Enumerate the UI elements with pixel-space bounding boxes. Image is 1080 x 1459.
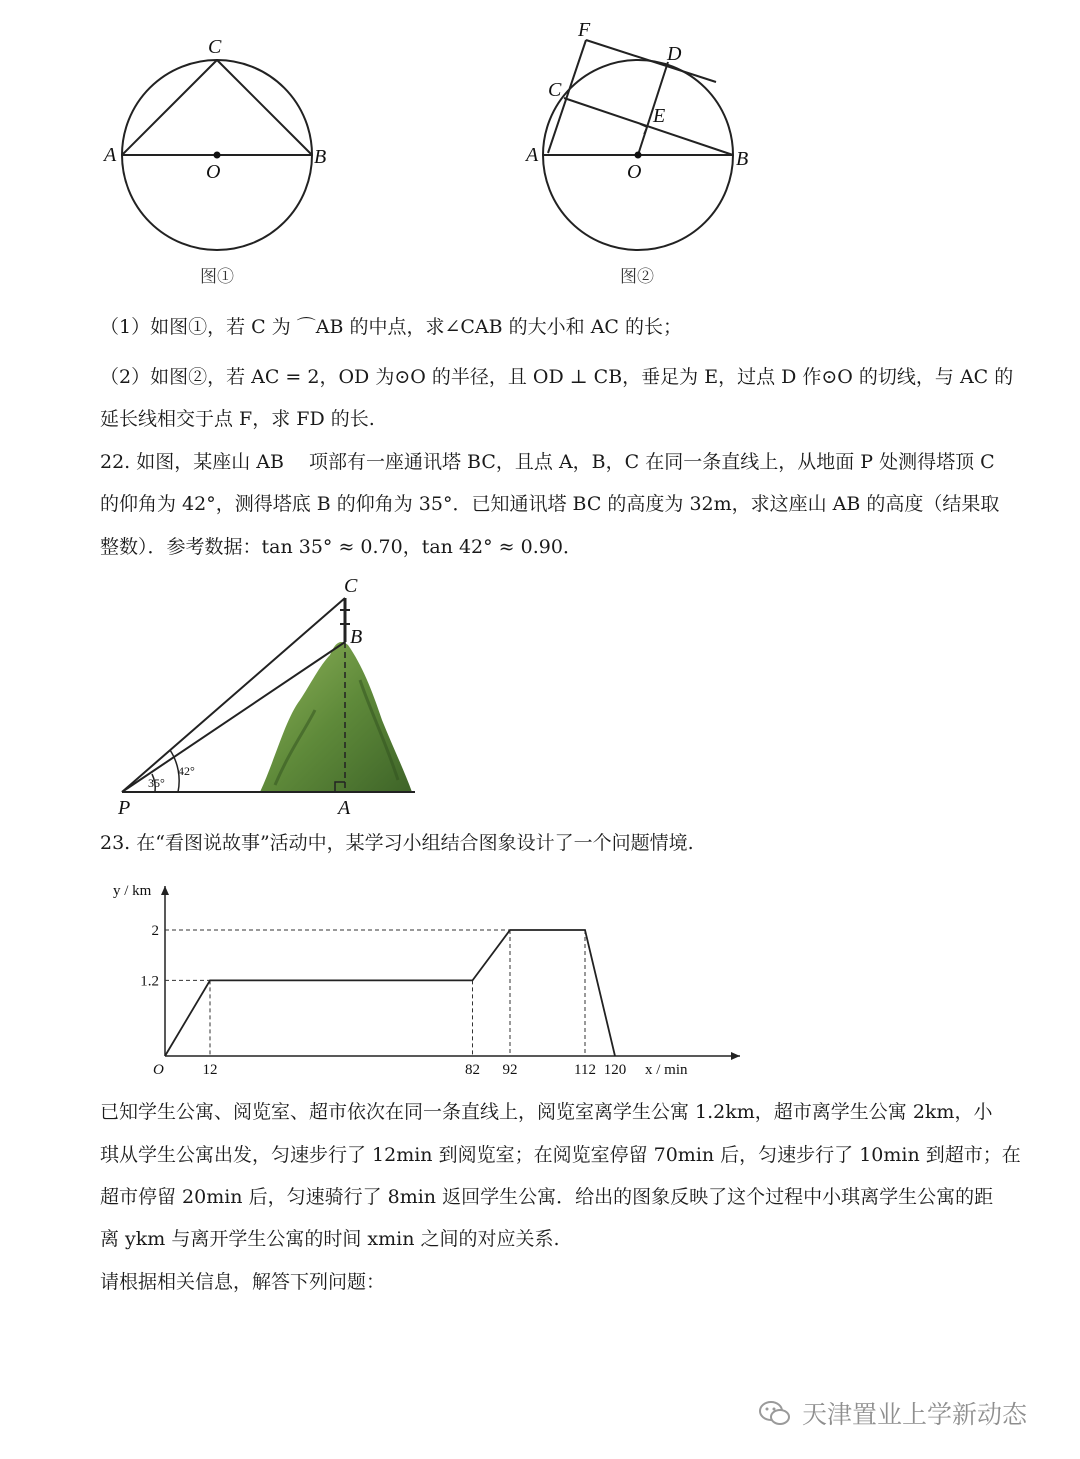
label-a: A (338, 797, 351, 819)
label-c: C (208, 36, 222, 58)
segment-cb (564, 98, 733, 155)
center-point (635, 152, 642, 159)
label-b: B (350, 626, 363, 648)
chart-axes (161, 886, 740, 1060)
mountain-figure (100, 570, 430, 820)
label-p: P (118, 797, 131, 819)
label-a: A (526, 144, 539, 166)
chart-guides (165, 930, 585, 1056)
segment-ac (122, 60, 217, 155)
chart-ticks (140, 923, 626, 1078)
caption-figure-2: 图② (620, 267, 654, 286)
angle-label-42: 42° (178, 764, 195, 778)
label-o: O (627, 161, 642, 183)
x-tick-label: 120 (603, 1062, 627, 1078)
x-tick-label: 112 (574, 1062, 596, 1078)
series-line (165, 930, 615, 1056)
center-point (214, 152, 221, 159)
chart-series (165, 930, 615, 1056)
label-c: C (548, 79, 562, 101)
label-f: F (578, 19, 591, 41)
label-b: B (314, 146, 327, 168)
label-e: E (653, 105, 666, 127)
x-tick-label: 12 (202, 1062, 218, 1078)
figure-2 (520, 10, 780, 300)
q23-body-line4: 离 ykm 与离开学生公寓的时间 xmin 之间的对应关系. (100, 1228, 560, 1250)
x-axis-arrow (731, 1052, 740, 1060)
q21-part2-line2: 延长线相交于点 F，求 FD 的长. (100, 408, 375, 430)
segment-cb (217, 60, 312, 155)
x-tick-label: 82 (465, 1062, 480, 1078)
label-o: O (206, 161, 221, 183)
q22-line1: 22. 如图，某座山 AB 项部有一座通讯塔 BC，且点 A，B，C 在同一条直线上，从地面 P 处测得塔顶 C (100, 451, 995, 473)
watermark-text: 天津置业上学新动态 (802, 1400, 1028, 1429)
watermark (758, 1395, 1027, 1431)
label-b: B (736, 148, 749, 170)
x-tick-label: 92 (502, 1062, 518, 1078)
label-c: C (344, 575, 358, 597)
angle-label-35: 35° (148, 776, 165, 790)
wechat-icon (758, 1398, 792, 1428)
tangent-line (586, 40, 716, 82)
distance-time-chart (100, 876, 760, 1086)
q21-part1: （1）如图①，若 C 为 ⌒AB 的中点，求∠CAB 的大小和 AC 的长； (100, 316, 682, 338)
q23-intro: 23. 在“看图说故事”活动中，某学习小组结合图象设计了一个问题情境. (100, 832, 694, 854)
label-a: A (104, 144, 117, 166)
q23-body-line1: 已知学生公寓、阅览室、超市依次在同一条直线上，阅览室离学生公寓 1.2km，超市离学生公寓 2km，小 (100, 1101, 993, 1123)
q23-body-line3: 超市停留 20min 后，匀速骑行了 8min 返回学生公寓．给出的图象反映了这个过程中小琪离学生公寓的距 (100, 1186, 994, 1208)
q23-prompt: 请根据相关信息，解答下列问题： (100, 1271, 386, 1293)
q22-line2: 的仰角为 42°，测得塔底 B 的仰角为 35°．已知通讯塔 BC 的高度为 32m，求这座山 AB 的高度（结果取 (100, 493, 1000, 515)
q23-body-line2: 琪从学生公寓出发，匀速步行了 12min 到阅览室；在阅览室停留 70min 后，匀速步行了 10min 到超市；在 (100, 1144, 1021, 1166)
figure-1 (100, 30, 360, 300)
q22-line3: 整数）．参考数据：tan 35° ≈ 0.70，tan 42° ≈ 0.90． (100, 536, 582, 558)
y-axis-label: y / km (113, 883, 152, 899)
y-tick-label: 2 (151, 923, 159, 939)
q21-part2-line1: （2）如图②，若 AC = 2，OD 为⊙O 的半径，且 OD ⊥ CB，垂足为 E，过点 D 作⊙O 的切线，与 AC 的 (100, 366, 1014, 388)
y-axis-arrow (161, 886, 169, 895)
x-axis-label: x / min (645, 1062, 688, 1078)
origin-label: O (153, 1062, 164, 1078)
caption-figure-1: 图① (200, 267, 234, 286)
y-tick-label: 1.2 (140, 973, 159, 990)
label-d: D (667, 43, 682, 65)
